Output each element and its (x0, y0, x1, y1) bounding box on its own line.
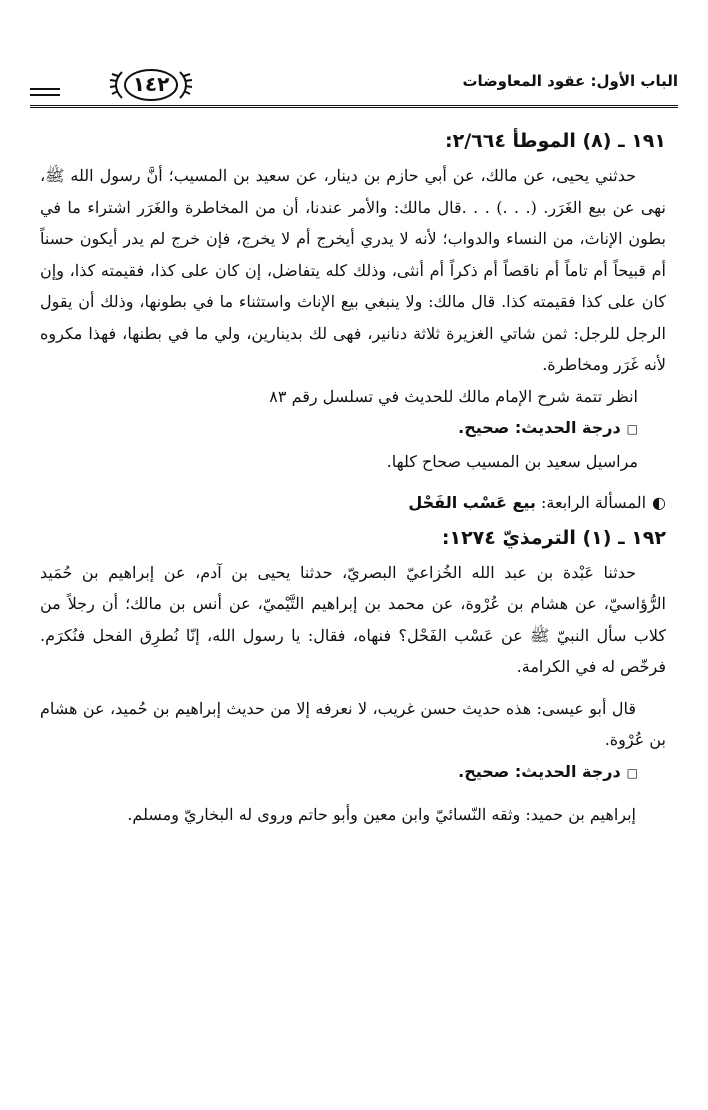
hadith-text-191: حدثني يحيى، عن مالك، عن أبي حازم بن دينار، عن سعيد بن المسيب؛ أنَّ رسول الله ﷺ، نهى عن بيع الغَرَر. (. . .) . . .قال مالك: والأمر عندنا، أن من المخاطرة والغَرَر اشتراء ما في بطون الإناث، من النساء والدواب؛ لأنه لا يدري أيخرج أم لا يخرج، فإن خرج لم يدر أيكون حسناً أم قبيحاً أم تاماً أم ناقصاً أم ذكراً أم أنثى، وذلك كله يتفاضل، إن كان على كذا، فقيمته كذا، وإن كان على كذا فقيمته كذا. قال مالك: ولا ينبغي بيع الإناث واستثناء ما في بطونها، وذلك أن يقول الرجل للرجل: ثمن شاتي الغزيرة ثلاثة دنانير، فهى لك بدينارين، ولي ما في بطنها، فهذا مكروه لأنه غَرَر ومخاطرة. (40, 166, 667, 374)
square-bullet-icon: □ (626, 765, 638, 780)
hadith-heading-192: ١٩٢ ـ (١) الترمذيّ ١٢٧٤: (441, 526, 666, 549)
header-ornament-lines (30, 88, 60, 98)
running-title: الباب الأول: عقود المعاوضات (462, 72, 678, 90)
grade-label: درجة الحديث: صحيح. (458, 761, 621, 781)
hadith-grade-191 (40, 412, 666, 446)
issue-label: المسألة الرابعة: (541, 493, 647, 512)
grade-label: درجة الحديث: صحيح. (458, 418, 621, 437)
hadith-heading-191: ١٩١ ـ (٨) الموطأ ٢/٦٦٤: (444, 130, 666, 152)
half-circle-marker-icon: ◐ (652, 493, 666, 512)
issue-heading (40, 487, 666, 519)
page-number: ١٤٢ (132, 72, 170, 96)
page-header (30, 58, 678, 106)
hadith-text-192: حدثنا عَبْدة بن عبد الله الخُزاعيّ البصريّ، حدثنا يحيى بن آدم، عن إبراهيم بن حُمَيد الرُّؤاسيّ، عن هشام بن عُرْوة، عن محمد بن إبراهيم التَّيْميّ، عن أنس بن مالك؛ أن رجلاً من كلاب سأل النبيّ ﷺ عن عَسْب الفَحْل؟ فنهاه، فقال: يا رسول الله، إنّا نُطرِق الفحل فنُكرَم. فرخّص له في الكرامة. (40, 562, 667, 676)
grade-remark-191: مراسيل سعيد بن المسيب صحاح كلها. (386, 451, 638, 471)
page-number-badge (108, 66, 194, 104)
hadith-grade-192 (40, 756, 666, 790)
cross-reference-note: انظر تتمة شرح الإمام مالك للحديث في تسلسل رقم ٨٣ (269, 386, 638, 406)
narrator-remark-192: إبراهيم بن حميد: وثقه النّسائيّ وابن معين وأبو حاتم وروى له البخاريّ ومسلم. (127, 805, 636, 824)
page-content (40, 130, 666, 831)
header-rule (30, 105, 678, 108)
square-bullet-icon: □ (626, 422, 638, 436)
issue-title: بيع عَسْب الفَحْل (408, 493, 536, 512)
tirmidhi-comment: قال أبو عيسى: هذه حديث حسن غريب، لا نعرفه إلا من حديث إبراهيم بن حُميد، عن هشام بن عُرْوة. (40, 698, 666, 749)
